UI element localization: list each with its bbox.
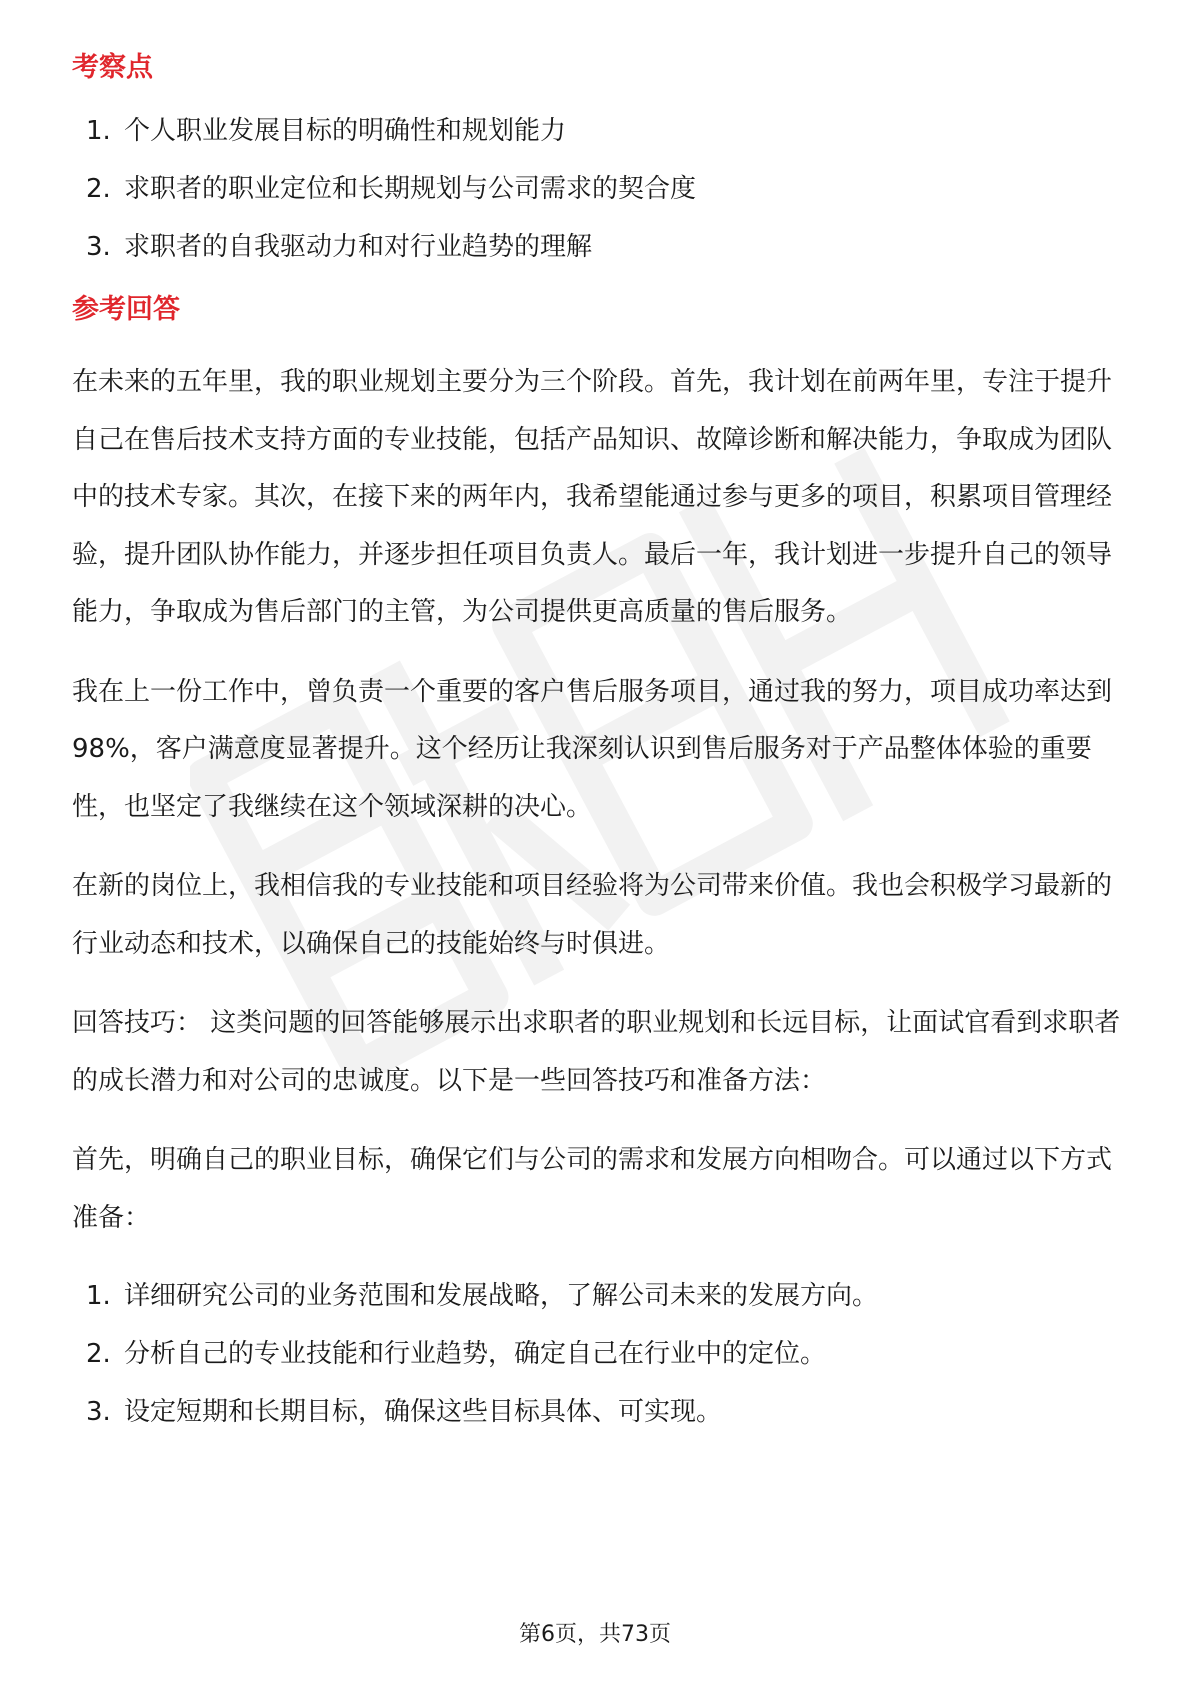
list-item-number: 1. bbox=[86, 1281, 111, 1311]
section-title-reference-answer: 参考回答 bbox=[72, 294, 180, 325]
list-item-number: 3. bbox=[86, 1397, 111, 1427]
list-item-number: 2. bbox=[86, 174, 111, 204]
tips-first-paragraph: 首先，明确自己的职业目标，确保它们与公司的需求和发展方向相吻合。可以通过以下方式准备： bbox=[72, 1145, 1113, 1233]
tips-list bbox=[72, 1267, 1122, 1441]
list-item-text: 求职者的自我驱动力和对行业趋势的理解 bbox=[124, 232, 593, 262]
list-item-text: 求职者的职业定位和长期规划与公司需求的契合度 bbox=[124, 174, 697, 204]
list-item bbox=[72, 218, 1122, 276]
section-title-exam-points: 考察点 bbox=[72, 52, 153, 83]
list-item bbox=[72, 1325, 1122, 1383]
list-item-text: 分析自己的专业技能和行业趋势，确定自己在行业中的定位。 bbox=[124, 1339, 827, 1369]
list-item bbox=[72, 160, 1122, 218]
list-item bbox=[72, 1267, 1122, 1325]
list-item-number: 1. bbox=[86, 116, 111, 146]
exam-points-list bbox=[72, 102, 1122, 276]
list-item bbox=[72, 1383, 1122, 1441]
list-item bbox=[72, 102, 1122, 160]
list-item-number: 3. bbox=[86, 232, 111, 262]
document-body bbox=[72, 48, 1122, 1441]
list-item-text: 详细研究公司的业务范围和发展战略，了解公司未来的发展方向。 bbox=[124, 1281, 879, 1311]
page-number: 第6页，共73页 bbox=[519, 1622, 671, 1647]
answer-paragraph: 在未来的五年里，我的职业规划主要分为三个阶段。首先，我计划在前两年里，专注于提升自己在售后技术支持方面的专业技能，包括产品知识、故障诊断和解决能力，争取成为团队中的技术专家。其次，在接下来的两年内，我希望能通过参与更多的项目，积累项目管理经验，提升团队协作能力，并逐步担任项目负责人。最后一年，我计划进一步提升自己的领导能力，争取成为售后部门的主管，为公司提供更高质量的售后服务。 bbox=[72, 367, 1113, 627]
answer-paragraph: 我在上一份工作中，曾负责一个重要的客户售后服务项目，通过我的努力，项目成功率达到98%，客户满意度显著提升。这个经历让我深刻认识到售后服务对于产品整体体验的重要性，也坚定了我继续在这个领域深耕的决心。 bbox=[72, 676, 1113, 822]
list-item-text: 个人职业发展目标的明确性和规划能力 bbox=[124, 116, 567, 146]
answer-paragraph: 在新的岗位上，我相信我的专业技能和项目经验将为公司带来价值。我也会积极学习最新的行业动态和技术，以确保自己的技能始终与时俱进。 bbox=[72, 871, 1113, 959]
list-item-number: 2. bbox=[86, 1339, 111, 1369]
list-item-text: 设定短期和长期目标，确保这些目标具体、可实现。 bbox=[124, 1397, 723, 1427]
tips-intro-paragraph: 回答技巧： 这类问题的回答能够展示出求职者的职业规划和长远目标，让面试官看到求职者的成长潜力和对公司的忠诚度。以下是一些回答技巧和准备方法： bbox=[72, 1008, 1121, 1096]
